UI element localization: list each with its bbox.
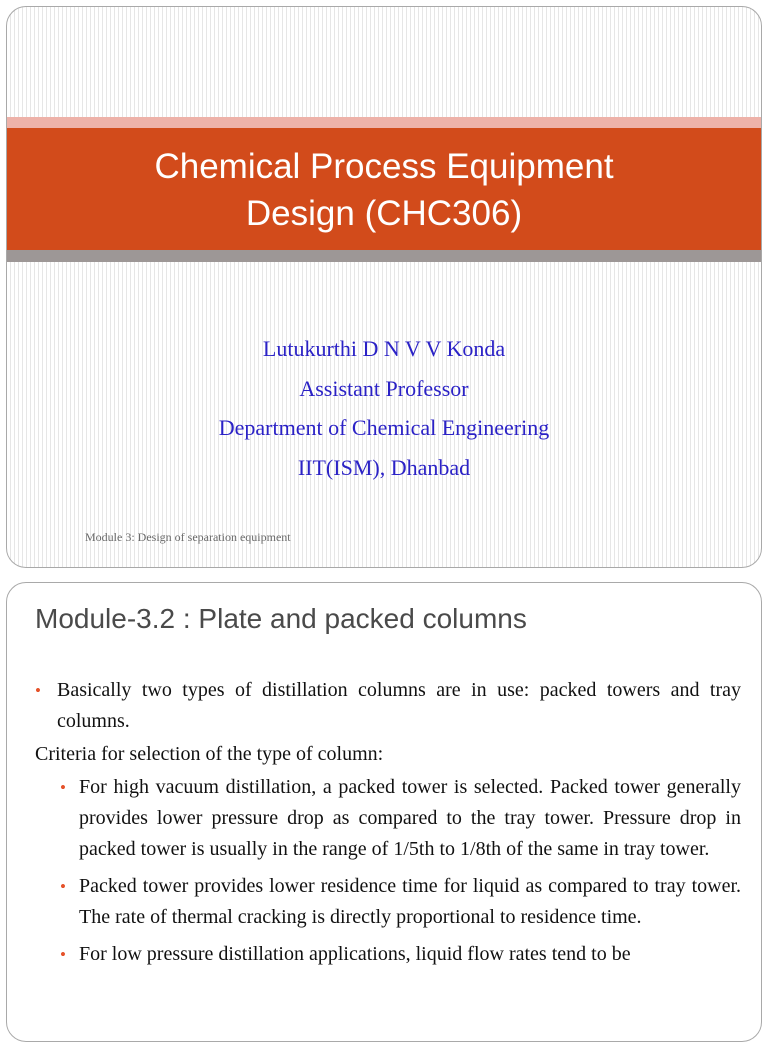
- author-institute: IIT(ISM), Dhanbad: [297, 454, 471, 480]
- author-department: Department of Chemical Engineering: [218, 415, 550, 440]
- slide-footer: Module 3: Design of separation equipment: [85, 530, 291, 544]
- slide-title-line-1: Chemical Process Equipment: [154, 147, 614, 186]
- slide-title-line-2: Design (CHC306): [245, 194, 523, 233]
- author-name: Lutukurthi D N V V Konda: [262, 336, 506, 361]
- sub-bullet-item: [7, 871, 761, 933]
- content-slide-title: Module-3.2 : Plate and packed columns: [35, 603, 527, 634]
- title-slide: [6, 6, 762, 568]
- sub-bullet-text: Packed tower provides lower residence time for liquid as compared to tray tower. The rate of thermal cracking is directly proportional to residence time.: [79, 875, 741, 928]
- bullet-icon: •: [60, 945, 66, 964]
- criteria-heading: Criteria for selection of the type of column:: [35, 743, 384, 765]
- sub-bullet-text: For high vacuum distillation, a packed tower is selected. Packed tower generally provides lower pressure drop as compared to the tray tower. Pressure drop in packed tower is usually in the range of 1/5th to 1/8th of the same in tray tower.: [79, 776, 741, 860]
- sub-bullet-text: For low pressure distillation applications, liquid flow rates tend to be: [79, 943, 631, 965]
- decorative-strip-top: [7, 117, 761, 128]
- bullet-icon: •: [60, 778, 66, 797]
- author-block: [7, 329, 761, 487]
- bullet-icon: •: [60, 877, 66, 896]
- decorative-strip-bottom: [7, 250, 761, 262]
- bullet-icon: •: [35, 681, 41, 700]
- content-slide: [6, 582, 762, 1042]
- slide-title: [7, 143, 761, 237]
- sub-bullet-item: [7, 772, 761, 865]
- bullet-item: [7, 675, 761, 737]
- sub-bullet-item: [7, 939, 761, 970]
- content-body: [7, 675, 761, 970]
- bullet-text: Basically two types of distillation columns are in use: packed towers and tray columns.: [57, 679, 741, 732]
- author-role: Assistant Professor: [299, 375, 469, 401]
